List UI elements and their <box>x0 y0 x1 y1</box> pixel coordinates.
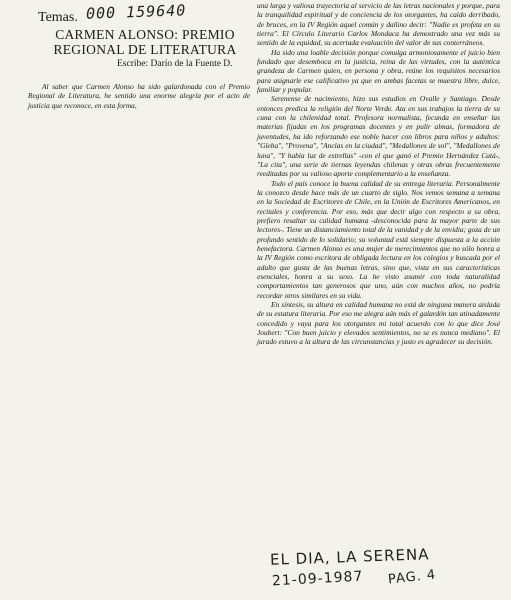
article-column-right <box>257 1 500 347</box>
paragraph: Al saber que Carmen Alonso ha sido galardonada con el Premio Regional de Literatura, he sentido una enorme alegría por el acto de justicia que reconoce, en esta forma, <box>28 82 250 110</box>
paragraph: una larga y valiosa trayectoria al servicio de las letras nacionales y porque, para la tranquilidad espiritual y de conciencia de los otorgantes, ha caído derribado, de bruces, en la IV Región aquel común y dañino decir: "Nadie es profeta en su tierra". El Círculo Literario Carlos Mondaca ha demostrado una vez más su sentido de la equidad, su acertada evaluación del valor de sus conterráneos. <box>257 1 500 48</box>
paragraph: Ha sido una loable decisión porque comulga armoniosamente el juicio bien fundado que desemboca en la justicia, reina de las virtudes, con la auténtica grandeza de Carmen quien, en persona y obra, reúne los requisitos necesarios para asignarle ese calificativo ya que en ambas facetas se muestra libre, dulce, familiar y popular. <box>257 47 500 95</box>
handwritten-page: PAG. 4 <box>387 567 437 588</box>
paragraph: Todo el país conoce la buena calidad de su entrega literaria. Personalmente la conozco desde hace más de un cuarto de siglo. Nos vemos semana a semana en la Sociedad de Escritores de Chile, en la Unión de Escritores Americanos, en recitales y conferencia. Por eso, más que decir algo con respecto a su obra, prefiero resaltar su calidad humana -desconocida para la mayor parte de sus lectores-. Tiene un distanciamiento total de la vanidad y de la envidia; goza de un profundo sentido de lo solidario; su voluntad está siempre dispuesta a la acción benefactora. Carmen Alonso es una mujer de merecimientos que no sólo honra a la IV Región como escritora de obligada lectura en los colegios y buscada por el adulto que gusta de las buenas letras, sino que, vista en sus características esenciales, honra a su sexo. La he visto asumir con toda naturalidad comportamientos tan generosos que uno, aún con muchos años, no podría recordar otros similares en su vida. <box>257 178 500 300</box>
paragraph: Serenense de nacimiento, hizo sus estudios en Ovalle y Santiago. Desde entonces predica la religión del Norte Verde. Ata en sus trabajos la tierra de su cuna con la chilenidad total. Profesora normalista, fecunda en enseñar las materias fijadas en los programas docentes y en pulir almas, formadora de juventudes, ha ido reforzando ese noble hacer con libros para niños y adultos: "Gleba", "Provena", "Anclas en la ciudad", "Medallones de sol", "Medallones de luna", "Y había luz de estrellas" -con el que ganó el Premio Hernández Catá-, "La cita", una serie de tiernas leyendas chilenas y otras obras frecuentemente reeditadas por su valioso aporte complementario a la enseñanza. <box>257 94 500 179</box>
paragraph: En síntesis, su altura en calidad humana no está de ninguna manera aislada de su estatura literaria. Por eso me alegra aún más el galardón tan atinadamente concedido y vaya para los otorgantes mi total acuerdo con lo que dice José Joubert: "Con buen juicio y elevados sentimientos, no se es nunca mediano". El jurado estuvo a la altura de las circunstancias y justo es agradecer su decisión. <box>257 300 500 347</box>
handwritten-source: EL DIA, LA SERENA <box>269 545 430 569</box>
article-column-left <box>28 82 250 110</box>
handwritten-date: 21-09-1987 <box>271 568 364 590</box>
article-byline: Escribe: Darío de la Fuente D. <box>117 59 233 69</box>
article-title: CARMEN ALONSO: PREMIO REGIONAL DE LITERATURA <box>53 27 237 57</box>
section-label: Temas. <box>38 10 78 25</box>
archive-stamp: 000 159640 <box>85 1 187 23</box>
